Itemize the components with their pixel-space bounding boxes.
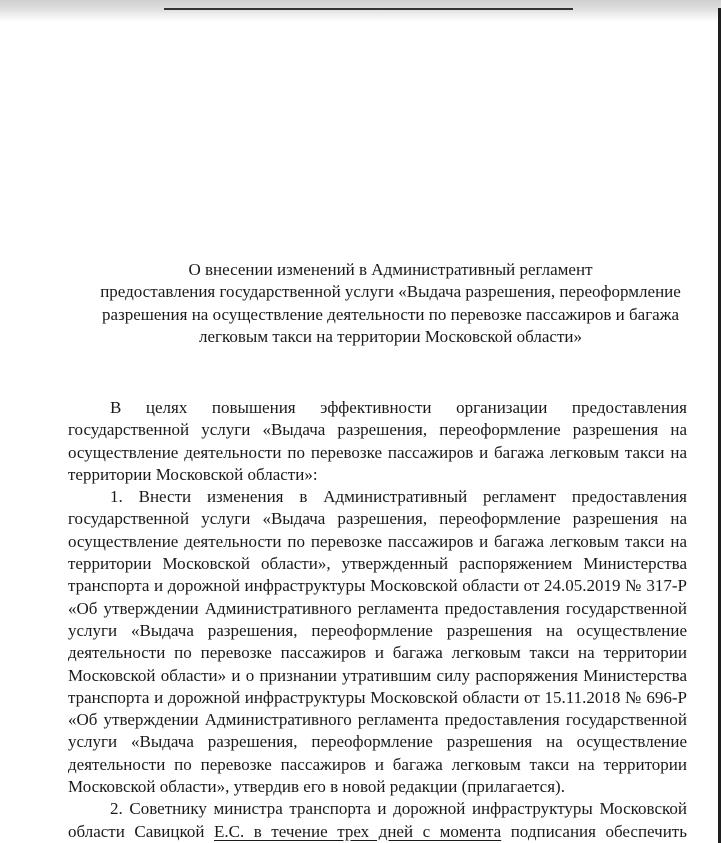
preamble-paragraph bbox=[68, 397, 687, 486]
text-line: Московской области», утвердив его в новой редакции (прилагается). bbox=[68, 777, 565, 797]
text-line: услуги «Выдача разрешения, переоформление разрешения на осуществление bbox=[68, 620, 687, 640]
title-line: разрешения на осуществление деятельности по перевозке пассажиров и багажа bbox=[101, 304, 680, 324]
text-segment: подписания обеспечить bbox=[501, 821, 687, 841]
title-line: легковым такси на территории Московской области» bbox=[199, 326, 582, 346]
text-line: деятельности по перевозке пассажиров и багажа легковым такси на территории bbox=[68, 643, 687, 663]
document-title bbox=[60, 259, 721, 348]
title-line: О внесении изменений в Административный регламент bbox=[188, 260, 593, 279]
text-line: 2. Советнику министра транспорта и дорожной инфраструктуры Московской bbox=[110, 799, 687, 819]
text-line: «Об утверждении Административного регламента предоставления государственной bbox=[68, 710, 687, 730]
document-body bbox=[68, 397, 687, 843]
item-1-paragraph bbox=[68, 486, 687, 798]
item-2-paragraph bbox=[68, 798, 687, 843]
text-line: «Об утверждении Административного регламента предоставления государственной bbox=[68, 598, 687, 618]
header-rule bbox=[164, 8, 573, 10]
text-line: деятельности по перевозке пассажиров и багажа легковым такси на территории bbox=[68, 754, 687, 774]
text-segment: области Савицкой bbox=[68, 821, 214, 841]
text-line: осуществление деятельности по перевозке пассажиров и багажа легковым такси на bbox=[68, 531, 687, 551]
text-line: территории Московской области», утвержденный распоряжением Министерства bbox=[68, 554, 687, 574]
text-line: государственной услуги «Выдача разрешения, переоформление разрешения на bbox=[68, 420, 687, 440]
text-line: Московской области» и о признании утратившим силу распоряжения Министерства bbox=[68, 665, 687, 685]
text-line: транспорта и дорожной инфраструктуры Московской области от 24.05.2019 № 317-Р bbox=[68, 576, 687, 596]
title-line: предоставления государственной услуги «Выдача разрешения, переоформление bbox=[100, 282, 681, 302]
text-line bbox=[68, 821, 687, 843]
text-line: услуги «Выдача разрешения, переоформление разрешения на осуществление bbox=[68, 732, 687, 752]
text-line: государственной услуги «Выдача разрешения, переоформление разрешения на bbox=[68, 509, 687, 529]
text-line: В целях повышения эффективности организации предоставления bbox=[110, 398, 687, 417]
underlined-text: Е.С. в течение трех дней с момента bbox=[213, 821, 502, 841]
text-line: территории Московской области»: bbox=[68, 464, 318, 484]
page-top-shadow bbox=[0, 0, 721, 22]
text-line: 1. Внести изменения в Административный регламент предоставления bbox=[110, 487, 687, 507]
text-line: осуществление деятельности по перевозке пассажиров и багажа легковым такси на bbox=[68, 442, 687, 462]
text-line: транспорта и дорожной инфраструктуры Московской области от 15.11.2018 № 696-Р bbox=[68, 687, 687, 707]
